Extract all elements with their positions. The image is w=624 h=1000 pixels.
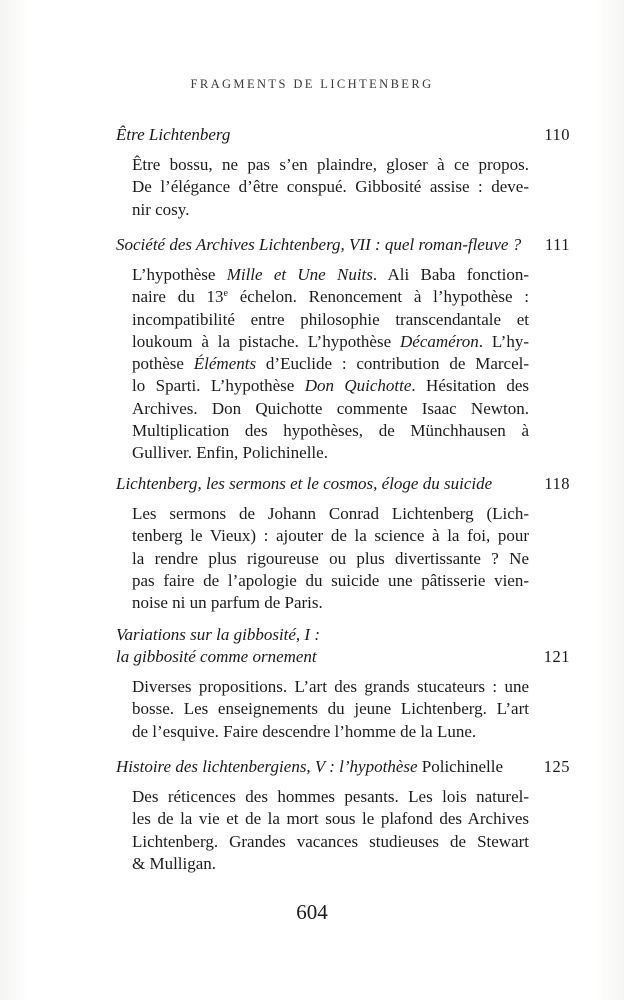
summary-line: Gulliver. Enfin, Polichinelle.	[132, 443, 328, 463]
summary-line: Archives. Don Quichotte commente Isaac Newton.	[132, 398, 529, 418]
summary-line: Être bossu, ne pas s’en plaindre, gloser à ce propos.	[132, 155, 529, 174]
summary-line: de l’esquive. Faire descendre l’homme de la Lune.	[132, 721, 477, 741]
entry-title-upright: Polichinelle	[417, 757, 503, 776]
summary-text: naire du 13	[132, 287, 224, 307]
summary-line	[132, 264, 529, 286]
summary-text: . Ali Baba fonction-	[372, 265, 529, 284]
entry-summary	[132, 676, 529, 743]
summary-text: lo Sparti. L’hypothèse	[132, 376, 305, 396]
entry-title: Société des Archives Lichtenberg, VII : quel roman-fleuve ?	[116, 235, 522, 254]
summary-text: d’Euclide : contribution de Marcel-	[256, 354, 529, 374]
entry-page-number: 111	[544, 235, 570, 254]
running-head: FRAGMENTS DE LICHTENBERG	[190, 77, 434, 91]
summary-text: . L’hy-	[478, 331, 529, 351]
entry-page-number: 125	[543, 757, 570, 776]
summary-text: . Hésitation des	[411, 376, 529, 396]
summary-line: pas faire de l’apologie du suicide une pâtisserie vien-	[132, 570, 529, 590]
summary-line: Lichtenberg. Grandes vacances studieuses de Stewart	[132, 831, 529, 851]
entry-page-number: 121	[543, 647, 570, 666]
entry-title-line: la gibbosité comme ornement	[116, 647, 317, 666]
summary-text: loukoum à la pistache. L’hypothèse	[132, 331, 401, 351]
entry-page-number: 118	[544, 474, 570, 493]
summary-line: Multiplication des hypothèses, de Münchhausen à	[132, 421, 529, 441]
summary-text: échelon. Renoncement à l’hypothèse :	[227, 287, 529, 307]
summary-line	[132, 353, 529, 375]
summary-line: noise ni un parfum de Paris.	[132, 593, 323, 613]
summary-text: pothèse	[132, 354, 194, 374]
summary-line: tenberg le Vieux) : ajouter de la science à la foi, pour	[132, 526, 529, 546]
summary-line: les de la vie et de la mort sous le plafond des Archives	[132, 809, 529, 829]
summary-line: Diverses propositions. L’art des grands stucateurs : une	[132, 677, 529, 696]
toc-entry	[116, 124, 574, 221]
emphasis-title: Don Quichotte	[304, 376, 412, 396]
entry-heading	[116, 756, 574, 778]
summary-line: bosse. Les enseignements du jeune Lichtenberg. L’art	[132, 699, 529, 719]
summary-line: la rendre plus rigoureuse ou plus divertissante ? Ne	[132, 548, 529, 568]
toc-entry	[116, 624, 574, 743]
emphasis-title: Décaméron	[400, 331, 479, 351]
summary-line	[132, 331, 529, 353]
entry-title	[116, 756, 526, 778]
entry-summary	[132, 503, 529, 614]
entry-title-line: Variations sur la gibbosité, I :	[116, 625, 321, 644]
entry-summary	[132, 154, 529, 221]
emphasis-title: Éléments	[193, 354, 257, 374]
toc-entry	[116, 756, 574, 875]
entry-title: Être Lichtenberg	[116, 125, 231, 144]
entry-heading	[116, 124, 574, 146]
summary-line	[132, 286, 529, 308]
summary-line: incompatibilité entre philosophie transcendantale et	[132, 309, 529, 329]
entry-summary	[132, 264, 529, 465]
emphasis-title: Mille et Une Nuits	[226, 265, 373, 284]
toc-entry	[116, 473, 574, 614]
entry-heading	[116, 234, 574, 256]
entry-summary	[132, 786, 529, 875]
summary-line: Des réticences des hommes pesants. Les lois naturel-	[132, 787, 529, 806]
entry-page-number: 110	[544, 125, 570, 144]
entry-title-italic: Histoire des lichtenbergiens, V : l’hypothèse	[116, 757, 418, 776]
summary-line: Les sermons de Johann Conrad Lichtenberg (Lich-	[132, 504, 529, 523]
entry-heading	[116, 473, 574, 495]
summary-line: & Mulligan.	[132, 853, 217, 873]
superscript: e	[223, 288, 228, 300]
summary-line: De l’élégance d’être conspué. Gibbosité assise : deve-	[132, 177, 529, 197]
page-number: 604	[296, 900, 328, 924]
summary-line: nir cosy.	[132, 199, 190, 219]
summary-text: L’hypothèse	[132, 265, 227, 284]
entry-heading	[116, 624, 574, 668]
toc-entry	[116, 234, 574, 465]
summary-line	[132, 375, 529, 397]
entry-title: Lichtenberg, les sermons et le cosmos, éloge du suicide	[116, 474, 493, 493]
